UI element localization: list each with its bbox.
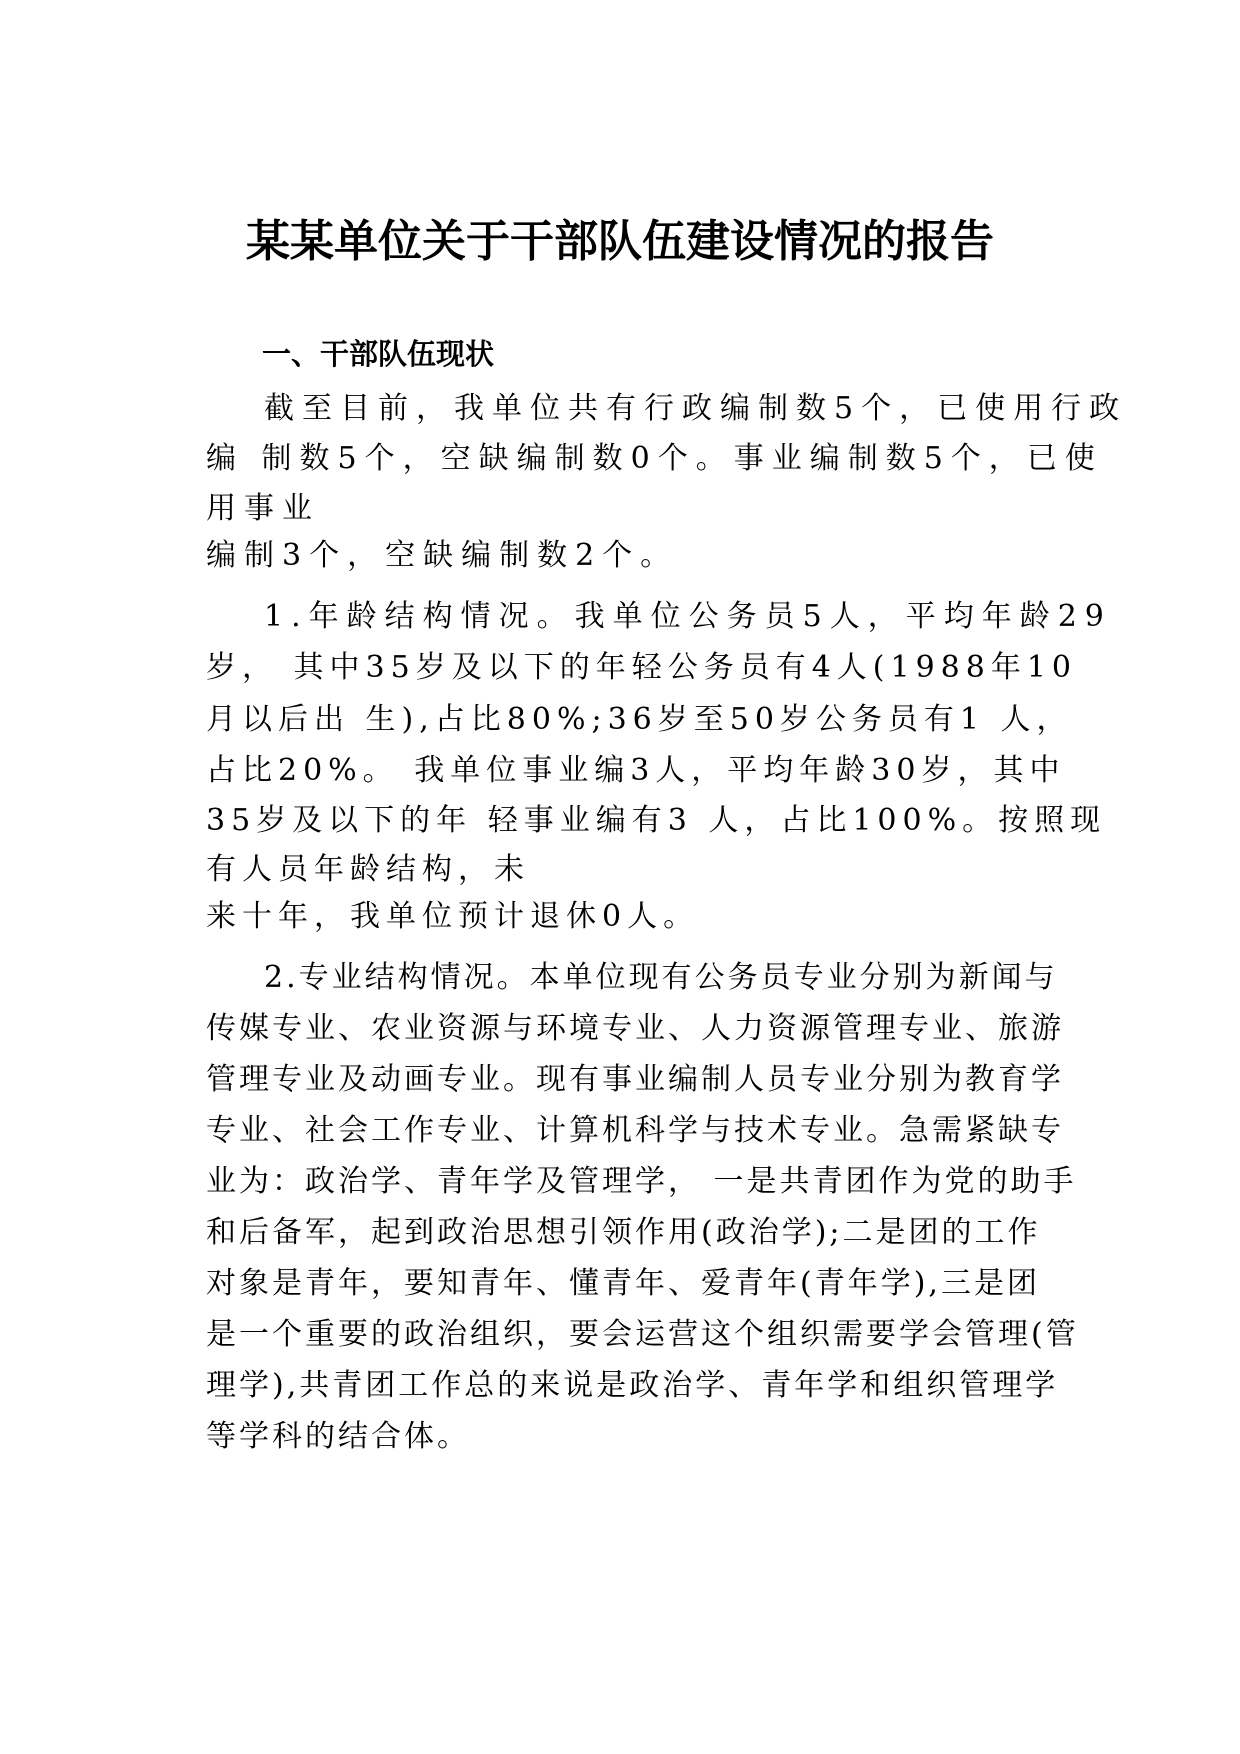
- paragraph-line: 截至目前，我单位共有行政编制数5个，已使用行政: [264, 391, 1128, 426]
- paragraph-line: 有人员年龄结构，未: [206, 852, 530, 887]
- paragraph-line: 理学),共青团工作总的来说是政治学、青年学和组织管理学: [206, 1368, 1059, 1403]
- paragraph-line: 35岁及以下的年 轻事业编有3 人，占比100%。按照现: [206, 803, 1107, 838]
- section-heading: 一、干部队伍现状: [262, 337, 495, 371]
- paragraph-line: 1.年龄结构情况。我单位公务员5人，平均年龄29: [264, 599, 1112, 634]
- paragraph-line: 占比20%。 我单位事业编3人，平均年龄30岁，其中: [206, 753, 1066, 788]
- paragraph-line: 2.专业结构情况。本单位现有公务员专业分别为新闻与: [264, 960, 1058, 995]
- paragraph-line: 编制3个，空缺编制数2个。: [206, 538, 679, 573]
- paragraph-line: 等学科的结合体。: [206, 1419, 470, 1454]
- paragraph-line: 用事业: [206, 491, 320, 526]
- paragraph-line: 来十年，我单位预计退休0人。: [206, 899, 700, 934]
- paragraph-line: 岁， 其中35岁及以下的年轻公务员有4人(1988年10: [206, 650, 1078, 685]
- paragraph-line: 编 制数5个，空缺编制数0个。事业编制数5个，已使: [206, 441, 1103, 476]
- paragraph-line: 业为：政治学、青年学及管理学， 一是共青团作为党的助手: [206, 1164, 1077, 1199]
- paragraph-line: 是一个重要的政治组织，要会运营这个组织需要学会管理(管: [206, 1317, 1079, 1352]
- paragraph-line: 月以后出 生),占比80%;36岁至50岁公务员有1 人，: [206, 702, 1073, 737]
- paragraph-line: 专业、社会工作专业、计算机科学与技术专业。急需紧缺专: [206, 1113, 1064, 1148]
- paragraph-line: 管理专业及动画专业。现有事业编制人员专业分别为教育学: [206, 1062, 1064, 1097]
- paragraph-line: 和后备军，起到政治思想引领作用(政治学);二是团的工作: [206, 1215, 1041, 1250]
- paragraph-line: 对象是青年，要知青年、懂青年、爱青年(青年学),三是团: [206, 1266, 1040, 1301]
- paragraph-line: 传媒专业、农业资源与环境专业、人力资源管理专业、旅游: [206, 1011, 1064, 1046]
- document-title: 某某单位关于干部队伍建设情况的报告: [246, 216, 994, 267]
